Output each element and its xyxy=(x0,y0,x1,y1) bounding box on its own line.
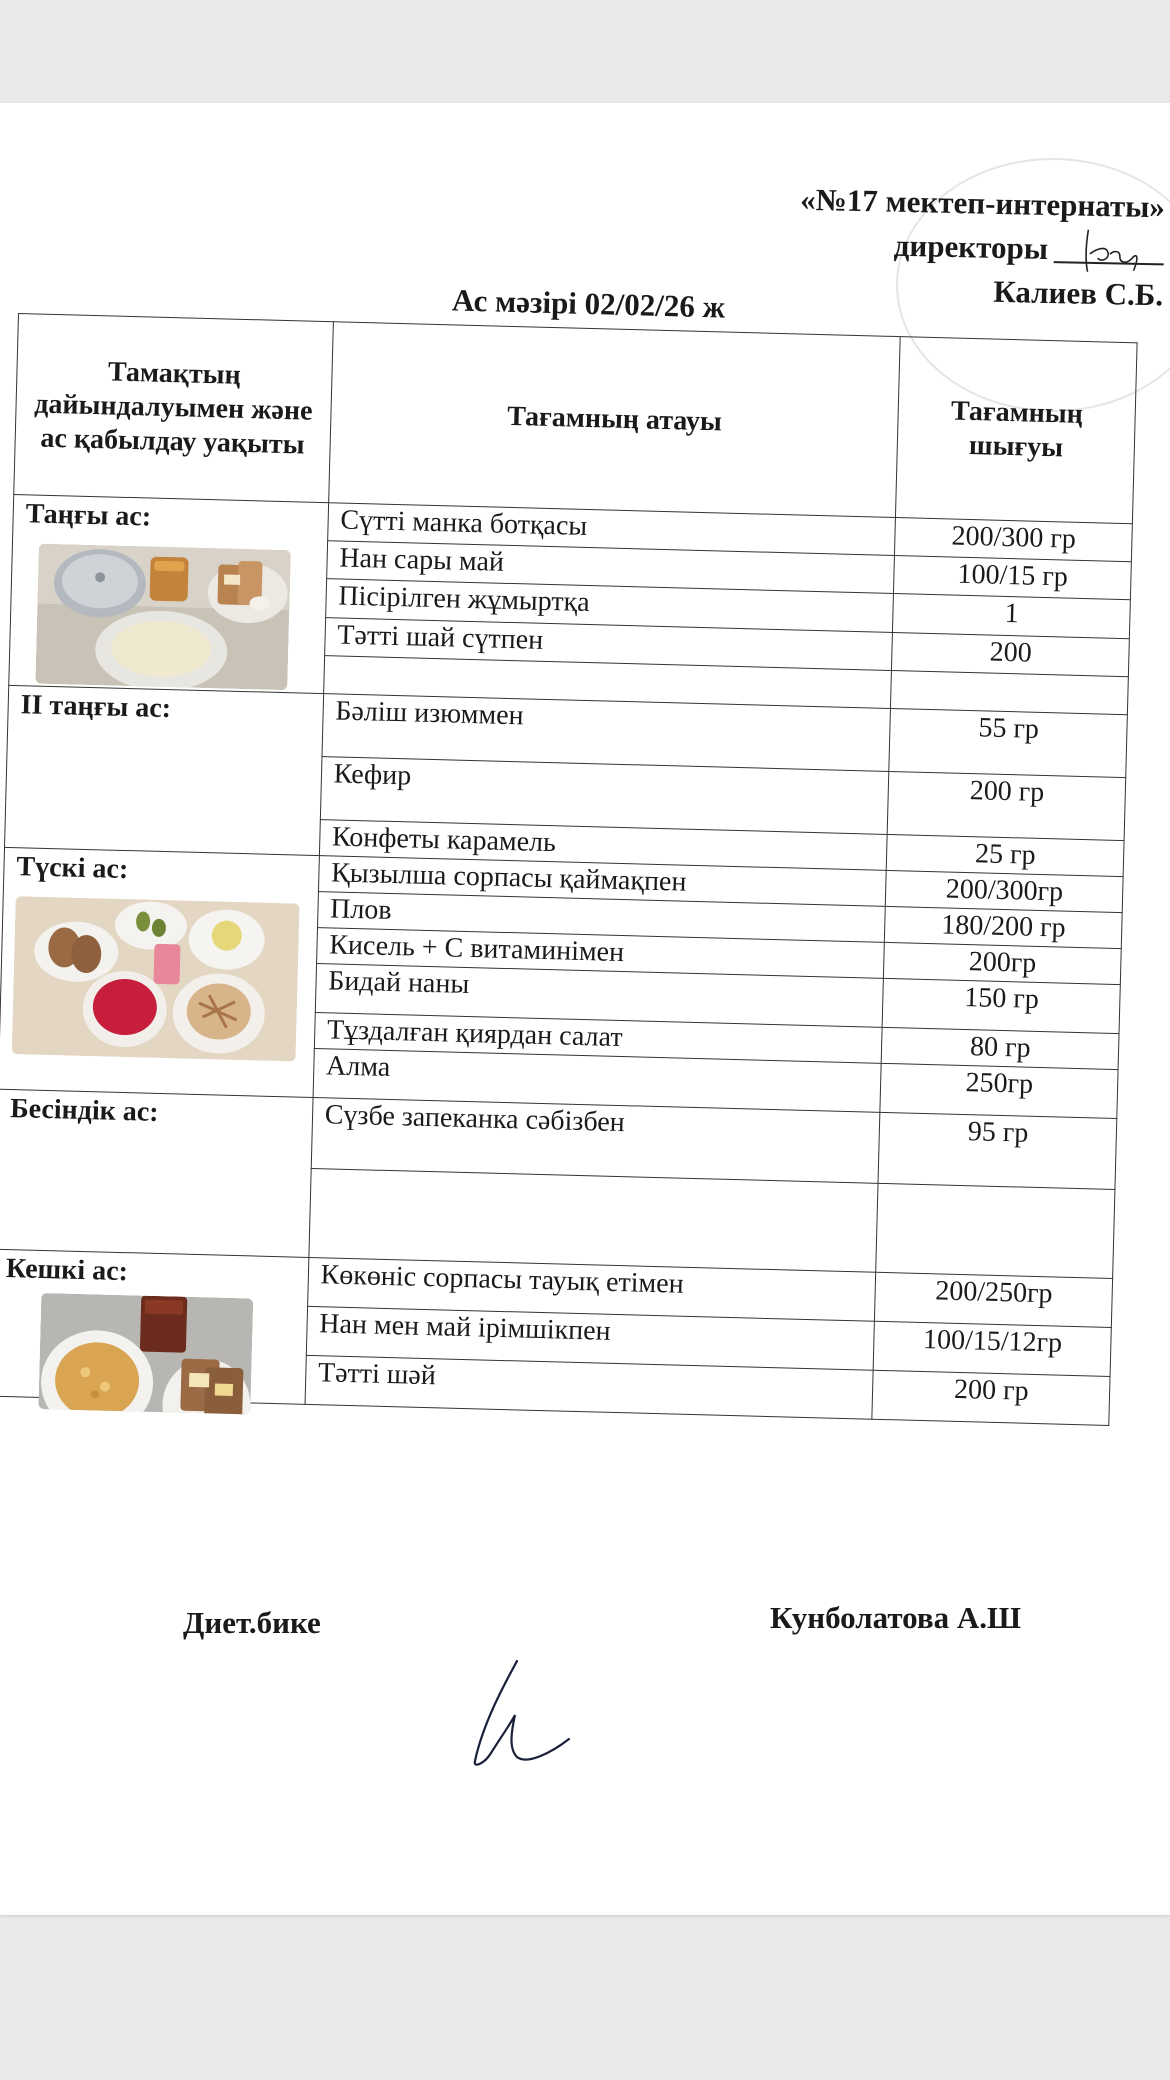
meal-snack xyxy=(0,1089,313,1257)
dish-name: Кефир xyxy=(320,757,889,835)
dish-name: Нан сары май xyxy=(326,541,895,594)
dietitian-signature xyxy=(465,1653,575,1778)
dish-name xyxy=(309,1168,879,1272)
dish-portion: 200 xyxy=(892,632,1129,676)
header-portion: Тағамның шығуы xyxy=(896,337,1137,524)
dish-name: Сүтті манка ботқасы xyxy=(327,503,896,556)
document-page xyxy=(0,103,1170,1915)
approval-position: директоры xyxy=(893,227,1049,266)
dish-portion: 200 гр xyxy=(872,1370,1110,1425)
dish-portion: 100/15/12гр xyxy=(874,1321,1112,1376)
page-title: Ас мәзірі 02/02/26 ж xyxy=(451,282,726,325)
meal-label: Таңғы ас: xyxy=(25,498,152,533)
meal-lunch xyxy=(0,847,319,1097)
dish-portion: 1 xyxy=(893,594,1130,638)
dinner-photo xyxy=(38,1293,253,1415)
footer-name: Кунболатова А.Ш xyxy=(770,1600,1022,1635)
dish-name: Қызылша сорпасы қаймақпен xyxy=(318,856,886,907)
dish-name: Плов xyxy=(317,892,885,943)
dish-portion: 200/250гр xyxy=(875,1272,1113,1327)
meal-second-breakfast xyxy=(5,685,324,855)
director-signature xyxy=(1054,261,1164,265)
menu-table-wrap xyxy=(0,313,1138,1426)
dish-portion: 80 гр xyxy=(882,1027,1119,1069)
header-dish-name: Тағамның атауы xyxy=(328,322,900,518)
dish-portion xyxy=(891,670,1128,714)
approval-name: Калиев С.Б. xyxy=(992,273,1164,313)
dish-name: Бидай наны xyxy=(315,964,884,1028)
dish-name: Тұздалған қиярдан салат xyxy=(314,1013,882,1064)
dish-name: Көкөніс сорпасы тауық етімен xyxy=(307,1257,876,1321)
dish-portion: 150 гр xyxy=(883,978,1121,1033)
dish-portion: 200 гр xyxy=(888,771,1126,840)
menu-table xyxy=(0,313,1138,1426)
dish-name: Бәліш изюммен xyxy=(322,694,891,772)
dish-name: Пісірілген жұмыртқа xyxy=(325,579,894,632)
dish-name: Нан мен май ірімшікпен xyxy=(306,1306,875,1370)
meal-label: Кешкі ас: xyxy=(5,1253,129,1288)
dish-name: Тәтті шәй xyxy=(305,1355,874,1419)
lunch-photo xyxy=(12,896,300,1061)
approval-block xyxy=(739,177,1170,318)
dish-portion: 100/15 гр xyxy=(894,556,1131,600)
meal-label: Түскі ас: xyxy=(16,851,129,886)
approval-school: «№17 мектеп-интернаты» xyxy=(799,181,1166,225)
dish-portion: 180/200 гр xyxy=(885,906,1122,948)
dish-name: Конфеты карамель xyxy=(319,820,887,871)
meal-label: ІІ таңғы ас: xyxy=(20,689,172,725)
table-header-row xyxy=(14,314,1137,524)
dish-name: Кисель + С витаминімен xyxy=(316,928,884,979)
meal-breakfast xyxy=(9,494,329,693)
dish-portion xyxy=(876,1183,1115,1278)
dish-portion: 25 гр xyxy=(887,834,1124,876)
breakfast-photo xyxy=(35,544,291,691)
dish-portion: 55 гр xyxy=(889,708,1127,777)
dish-name: Тәтті шай сүтпен xyxy=(324,617,893,670)
dish-portion: 250гр xyxy=(880,1063,1118,1118)
dish-portion: 200гр xyxy=(884,942,1121,984)
dish-portion: 200/300 гр xyxy=(895,518,1132,562)
header-meal-time: Тамақтың дайындалуымен және ас қабылдау уақыты xyxy=(14,314,333,503)
dish-name: Алма xyxy=(313,1049,882,1113)
meal-label: Бесіндік ас: xyxy=(9,1093,159,1128)
dish-portion: 200/300гр xyxy=(886,870,1123,912)
meal-dinner xyxy=(0,1249,309,1404)
dish-portion: 95 гр xyxy=(878,1112,1116,1189)
dish-name: Сүзбе запеканка сәбізбен xyxy=(311,1097,880,1183)
footer-role: Диет.бике xyxy=(183,1605,321,1640)
